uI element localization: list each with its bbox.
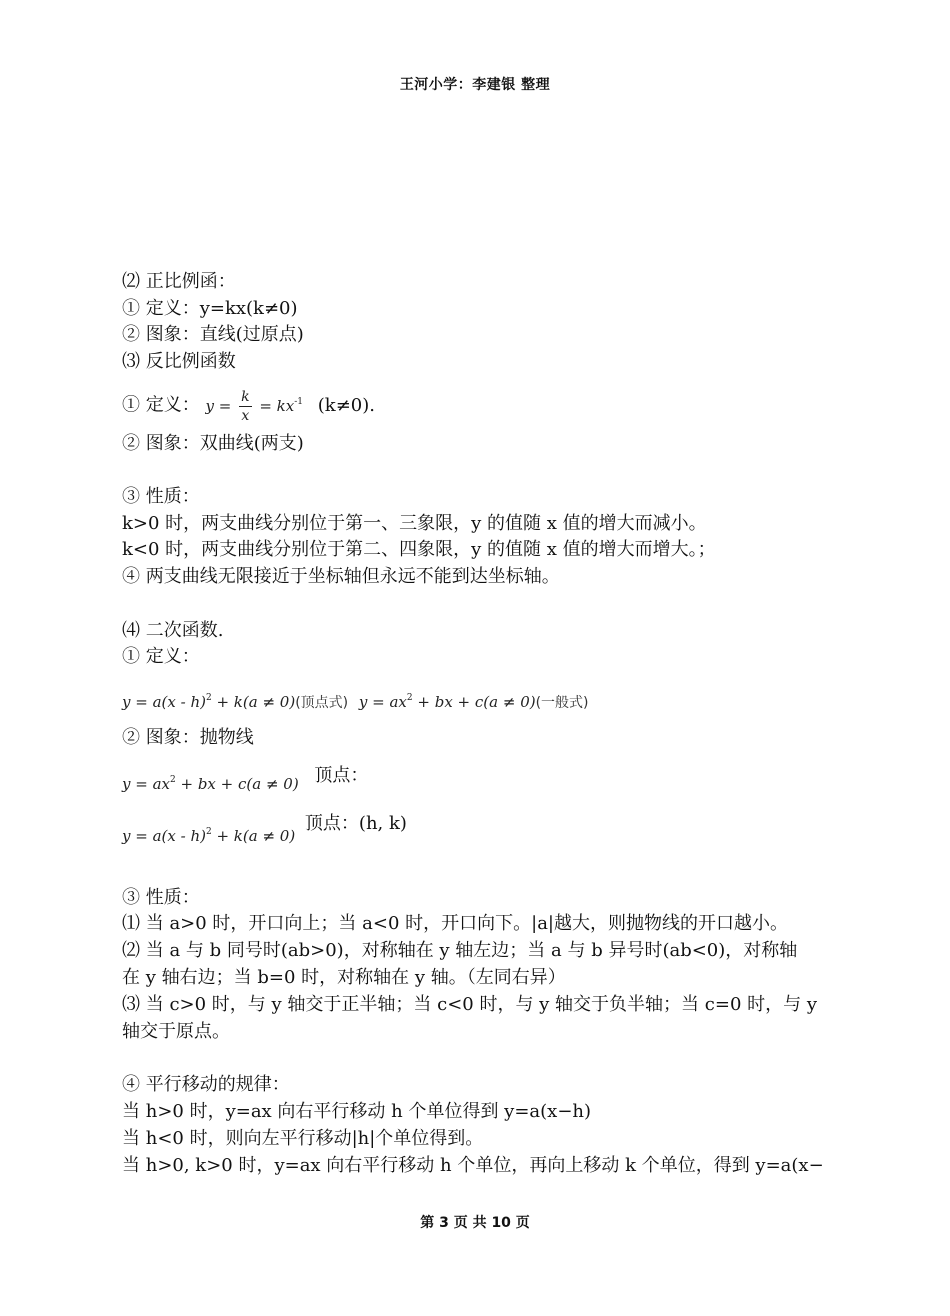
- general-form-vertex-line: [122, 760, 369, 793]
- general-form-vertex-label: 顶点：: [314, 765, 369, 786]
- page-header: 王河小学：李建银 整理: [399, 77, 551, 93]
- quadratic-graph: ② 图象：抛物线: [122, 727, 254, 748]
- general-form-2-tail: + bx + c(a ≠ 0): [175, 775, 299, 793]
- fraction-numerator: k: [241, 389, 250, 405]
- inverse-property-k-positive: k>0 时，两支曲线分别位于第一、三象限，y 的值随 x 值的增大而减小。: [122, 513, 707, 534]
- section-direct-proportion-title: ⑵ 正比例函：: [122, 271, 236, 292]
- inverse-formula-lhs: y =: [205, 396, 232, 415]
- quadratic-forms-formula: [122, 686, 589, 715]
- vertex-form: y = a(x - h): [122, 693, 206, 711]
- vertex-form-square: 2: [205, 693, 212, 703]
- vertex-form-2: y = a(x - h): [122, 827, 206, 845]
- section-inverse-proportion-title: ⑶ 反比例函数: [122, 351, 236, 372]
- inverse-proportion-definition: [122, 388, 375, 425]
- translation-rule-h-negative: 当 h<0 时，则向左平行移动|h|个单位得到。: [122, 1128, 484, 1149]
- section-quadratic-title: ⑷ 二次函数.: [122, 620, 224, 641]
- vertex-form-vertex-label: 顶点：(h, k): [304, 813, 407, 834]
- inverse-proportion-graph: ② 图象：双曲线(两支): [122, 433, 304, 454]
- general-form-formula: [122, 775, 299, 793]
- quadratic-property-1: ⑴ 当 a>0 时，开口向上；当 a<0 时，开口向下。|a|越大，则抛物线的开口越小。: [122, 913, 788, 934]
- general-form-square: 2: [406, 693, 413, 703]
- quadratic-definition-label: ① 定义：: [122, 646, 200, 667]
- inverse-formula: [205, 389, 307, 424]
- quadratic-property-2: ⑵ 当 a 与 b 同号时(ab>0)，对称轴在 y 轴左边；当 a 与 b 异号时(ab<0)，对称轴: [122, 940, 798, 961]
- inverse-exponent: -1: [294, 396, 303, 407]
- quadratic-property-2-cont: 在 y 轴右边；当 b=0 时，对称轴在 y 轴。（左同右异）: [122, 967, 566, 988]
- quadratic-properties-title: ③ 性质：: [122, 887, 200, 908]
- vertex-form-tail: + k(a ≠ 0): [211, 693, 296, 711]
- translation-rules-title: ④ 平行移动的规律：: [122, 1074, 290, 1095]
- inverse-formula-rhs: = kx: [259, 396, 295, 415]
- inverse-definition-suffix: (k≠0).: [317, 394, 375, 416]
- fraction-denominator: x: [241, 408, 250, 424]
- general-form-2: y = ax: [122, 775, 170, 793]
- general-form-2-square: 2: [169, 775, 176, 785]
- page-footer: 第 3 页 共 10 页: [420, 1215, 530, 1231]
- translation-rule-h-k-positive: 当 h>0, k>0 时，y=ax 向右平行移动 h 个单位，再向上移动 k 个单位，得到 y=a(x−: [122, 1155, 824, 1176]
- general-form-tail: + bx + c(a ≠ 0): [412, 693, 536, 711]
- vertex-form-label: (顶点式): [295, 695, 349, 711]
- inverse-properties-title: ③ 性质：: [122, 486, 200, 507]
- general-form: y = ax: [358, 693, 407, 711]
- direct-proportion-definition: ① 定义：y=kx(k≠0): [122, 298, 298, 319]
- general-form-label: (一般式): [535, 695, 589, 711]
- vertex-form-2-tail: + k(a ≠ 0): [211, 827, 296, 845]
- inverse-property-asymptote: ④ 两支曲线无限接近于坐标轴但永远不能到达坐标轴。: [122, 566, 560, 587]
- vertex-form-2-square: 2: [205, 827, 212, 837]
- inverse-property-k-negative: k<0 时，两支曲线分别位于第二、四象限，y 的值随 x 值的增大而增大。；: [122, 539, 716, 560]
- translation-rule-h-positive: 当 h>0 时，y=ax 向右平行移动 h 个单位得到 y=a(x−h): [122, 1101, 592, 1122]
- direct-proportion-graph: ② 图象：直线(过原点): [122, 324, 304, 345]
- vertex-form-vertex-line: [122, 808, 407, 845]
- vertex-form-formula: [122, 827, 295, 845]
- quadratic-property-3: ⑶ 当 c>0 时，与 y 轴交于正半轴；当 c<0 时，与 y 轴交于负半轴；当 c=0 时，与 y: [122, 994, 818, 1015]
- quadratic-property-3-cont: 轴交于原点。: [122, 1021, 230, 1042]
- inverse-fraction: [239, 388, 251, 425]
- inverse-definition-prefix: ① 定义：: [122, 394, 200, 416]
